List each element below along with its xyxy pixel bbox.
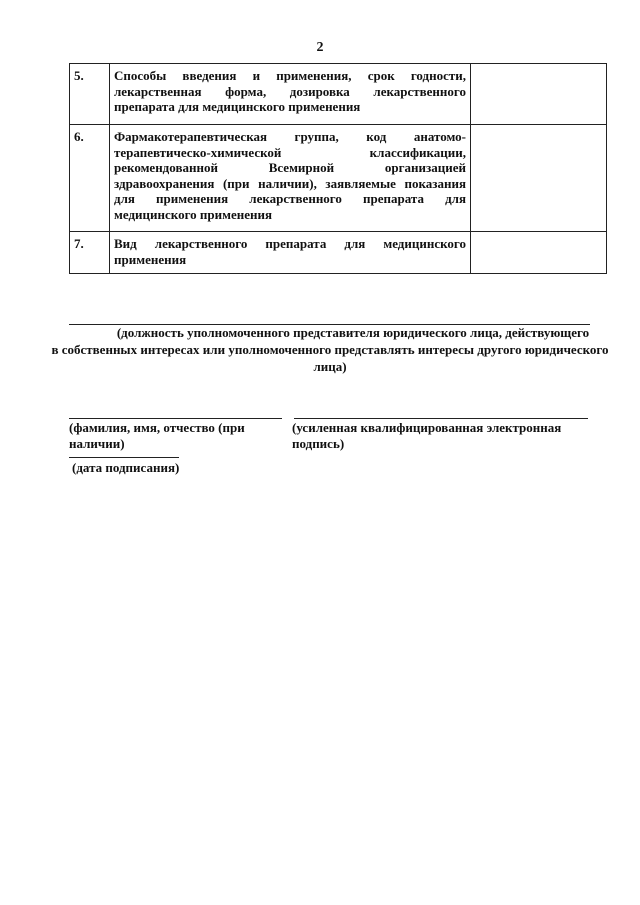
table-row bbox=[70, 232, 607, 274]
position-caption-line-1: (должность уполномоченного представителя юридического лица, действующего bbox=[116, 325, 590, 340]
name-caption: (фамилия, имя, отчество (при наличии) bbox=[69, 420, 245, 451]
row-description: Вид лекарственного препарата для медицинского применения bbox=[110, 232, 471, 274]
table-row bbox=[70, 125, 607, 232]
date-signature-line bbox=[69, 457, 179, 458]
page-number: 2 bbox=[316, 40, 324, 55]
row-description: Фармакотерапевтическая группа, код анатомо-терапевтическо-химической классификации, рекомендованной Всемирной организацией здравоохранения (при наличии), заявляемые показания для применения лекарственного препарата для медицинского применения bbox=[110, 125, 471, 232]
row-value bbox=[471, 64, 607, 125]
name-signature-line bbox=[69, 418, 282, 419]
row-value bbox=[471, 125, 607, 232]
signature-caption: (усиленная квалифицированная электронная подпись) bbox=[292, 420, 562, 451]
electronic-signature-line bbox=[294, 418, 588, 419]
date-caption: (дата подписания) bbox=[72, 460, 180, 475]
table-row bbox=[70, 64, 607, 125]
row-number: 7. bbox=[70, 232, 110, 274]
row-number: 5. bbox=[70, 64, 110, 125]
position-caption-line-2: в собственных интересах или уполномоченного представлять интересы другого юридического bbox=[51, 342, 609, 357]
position-caption-line-3: лица) bbox=[313, 359, 347, 374]
row-number: 6. bbox=[70, 125, 110, 232]
data-table bbox=[69, 63, 607, 274]
row-value bbox=[471, 232, 607, 274]
row-description: Способы введения и применения, срок годности, лекарственная форма, дозировка лекарственного препарата для медицинского применения bbox=[110, 64, 471, 125]
